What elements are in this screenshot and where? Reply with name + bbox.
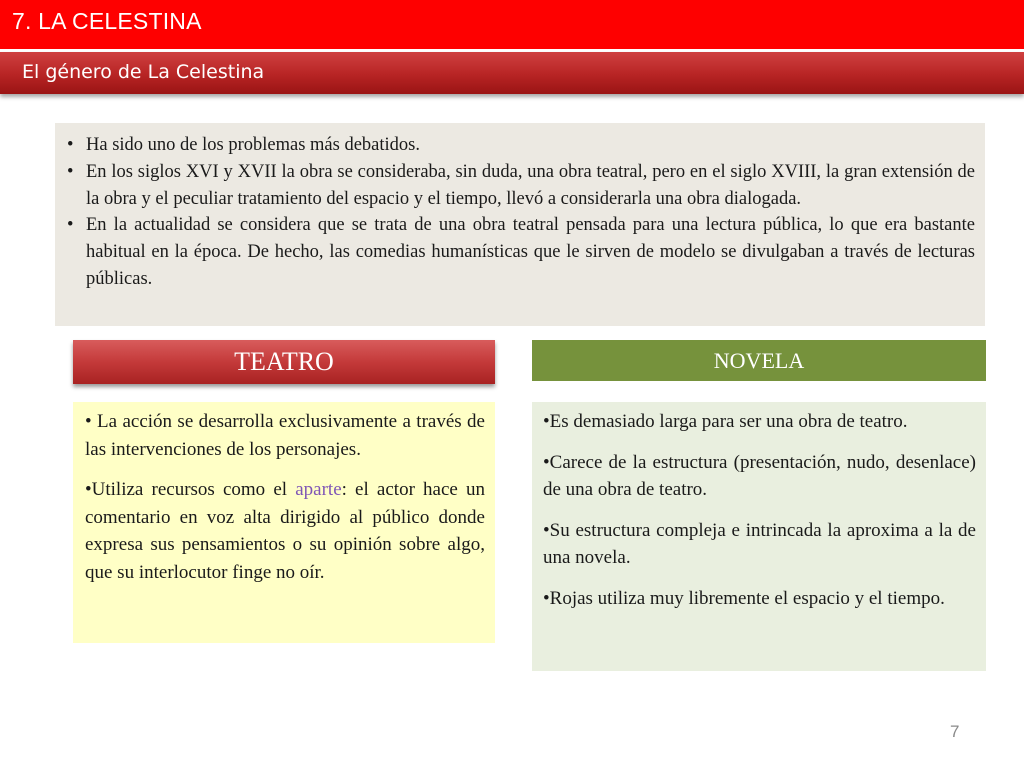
intro-item — [67, 132, 975, 159]
novela-point: •Es demasiado larga para ser una obra de teatro. — [543, 411, 908, 432]
bullet-icon: • — [67, 215, 74, 236]
intro-box — [55, 123, 985, 326]
page-number: 7 — [950, 722, 960, 741]
subtitle-bar — [0, 52, 1024, 94]
intro-item — [67, 159, 975, 213]
intro-item-text: En los siglos XVI y XVII la obra se consideraba, sin duda, una obra teatral, pero en el siglo XVIII, la gran extensión de la obra y el peculiar tratamiento del espacio y el tiempo, llevó a considerarla una obra dialogada. — [86, 161, 975, 209]
bullet-icon: • — [67, 135, 74, 155]
bullet-icon: • — [67, 161, 74, 182]
novela-point: •Su estructura compleja e intrincada la aproxima a la de una novela. — [543, 519, 976, 568]
novela-point: •Carece de la estructura (presentación, nudo, desenlace) de una obra de teatro. — [543, 451, 976, 500]
slide-subtitle: El género de La Celestina — [22, 61, 265, 83]
novela-heading: NOVELA — [532, 340, 986, 381]
intro-list — [67, 132, 975, 293]
intro-item-text: En la actualidad se considera que se trata de una obra teatral pensada para una lectura pública, lo que era bastante habitual en la época. De hecho, las comedias humanísticas que le sirven de modelo se divulgaban a través de lecturas públicas. — [86, 215, 975, 289]
teatro-box — [73, 402, 495, 643]
slide-title: 7. LA CELESTINA — [12, 8, 202, 34]
teatro-heading: TEATRO — [73, 340, 495, 384]
teatro-point — [85, 476, 485, 586]
title-bar — [0, 0, 1024, 49]
aparte-term: aparte — [295, 479, 342, 500]
teatro-point-text: : el actor hace un comentario en voz alta dirigido al público donde expresa sus pensamientos o su opinión sobre algo, que su interlocutor finge no oír. — [85, 479, 486, 583]
novela-point: •Rojas utiliza muy libremente el espacio y el tiempo. — [543, 587, 945, 609]
novela-box — [532, 402, 986, 671]
teatro-point: • La acción se desarrolla exclusivamente a través de las intervenciones de los personajes. — [85, 411, 485, 460]
intro-item-text: Ha sido uno de los problemas más debatidos. — [86, 135, 420, 155]
intro-item — [67, 212, 975, 292]
teatro-point-text: •Utiliza recursos como el — [85, 479, 296, 500]
